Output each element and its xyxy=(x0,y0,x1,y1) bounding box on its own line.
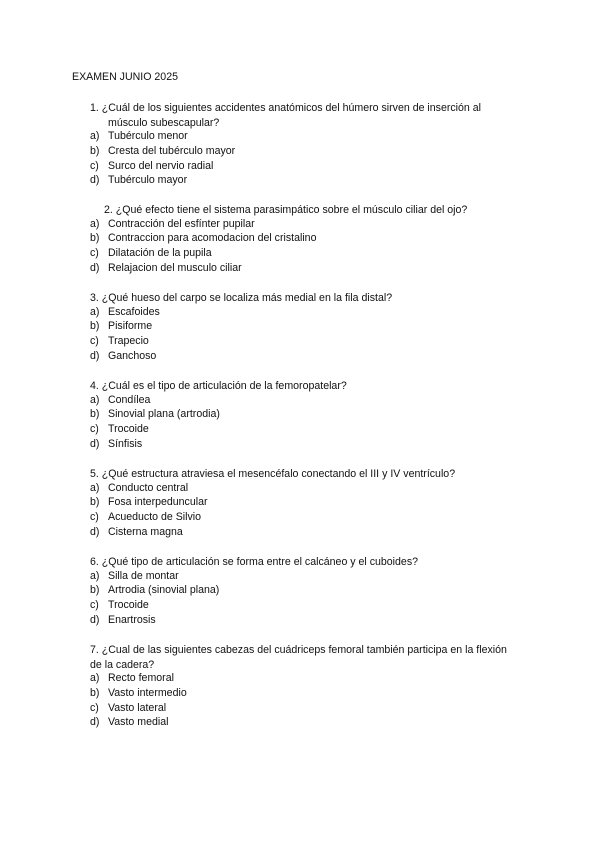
option-1b: b) Cresta del tubérculo mayor xyxy=(90,145,236,158)
option-3c: c) Trapecio xyxy=(90,335,149,348)
option-2b: b) Contraccion para acomodacion del cristalino xyxy=(90,232,317,245)
question-6 xyxy=(0,555,600,628)
question-1 xyxy=(0,101,600,189)
option-5d: d) Cisterna magna xyxy=(90,525,183,538)
question-5-line-1: 5. ¿Qué estructura atraviesa el mesencéfalo conectando el III y IV ventrículo? xyxy=(90,468,456,480)
option-7a: a) Recto femoral xyxy=(90,672,174,685)
question-7 xyxy=(0,643,600,731)
option-4d: d) Sínfisis xyxy=(90,437,143,450)
question-3-line-1: 3. ¿Qué hueso del carpo se localiza más medial en la fila distal? xyxy=(90,292,393,304)
page-title: EXAMEN JUNIO 2025 xyxy=(72,71,178,83)
option-2c: c) Dilatación de la pupila xyxy=(90,247,212,260)
option-2d: d) Relajacion del musculo ciliar xyxy=(90,261,242,274)
option-6a: a) Silla de montar xyxy=(90,569,179,582)
option-6b: b) Artrodia (sinovial plana) xyxy=(90,584,220,597)
option-3b: b) Pisiforme xyxy=(90,320,153,333)
question-5 xyxy=(0,467,600,540)
option-6d: d) Enartrosis xyxy=(90,613,156,626)
question-7-line-1: 7. ¿Cual de las siguientes cabezas del cuádriceps femoral también participa en la flexión xyxy=(90,644,507,656)
option-1d: d) Tubérculo mayor xyxy=(90,174,188,187)
option-1c: c) Surco del nervio radial xyxy=(90,159,214,172)
option-4a: a) Condílea xyxy=(90,393,151,406)
option-7d: d) Vasto medial xyxy=(90,716,169,729)
question-4 xyxy=(0,379,600,452)
question-2 xyxy=(0,203,600,276)
question-7-line-2: de la cadera? xyxy=(90,658,155,671)
option-7b: b) Vasto intermedio xyxy=(90,687,187,700)
option-2a: a) Contracción del esfínter pupilar xyxy=(90,217,255,230)
option-3a: a) Escafoides xyxy=(90,305,160,318)
option-7c: c) Vasto lateral xyxy=(90,701,167,714)
option-4c: c) Trocoide xyxy=(90,423,149,436)
option-6c: c) Trocoide xyxy=(90,599,149,612)
question-4-line-1: 4. ¿Cuál es el tipo de articulación de la femoropatelar? xyxy=(90,380,347,392)
question-3 xyxy=(0,291,600,364)
option-1a: a) Tubérculo menor xyxy=(90,130,188,143)
option-4b: b) Sinovial plana (artrodia) xyxy=(90,408,220,421)
option-5a: a) Conducto central xyxy=(90,481,189,494)
option-5b: b) Fosa interpeduncular xyxy=(90,496,208,509)
question-1-line-1: 1. ¿Cuál de los siguientes accidentes anatómicos del húmero sirven de inserción al xyxy=(90,102,482,114)
question-2-line-1: 2. ¿Qué efecto tiene el sistema parasimpático sobre el músculo ciliar del ojo? xyxy=(104,204,468,216)
option-3d: d) Ganchoso xyxy=(90,349,157,362)
question-1-line-2: músculo subescapular? xyxy=(108,116,220,129)
option-5c: c) Acueducto de Silvio xyxy=(90,511,202,524)
question-6-line-1: 6. ¿Qué tipo de articulación se forma entre el calcáneo y el cuboides? xyxy=(90,556,419,568)
